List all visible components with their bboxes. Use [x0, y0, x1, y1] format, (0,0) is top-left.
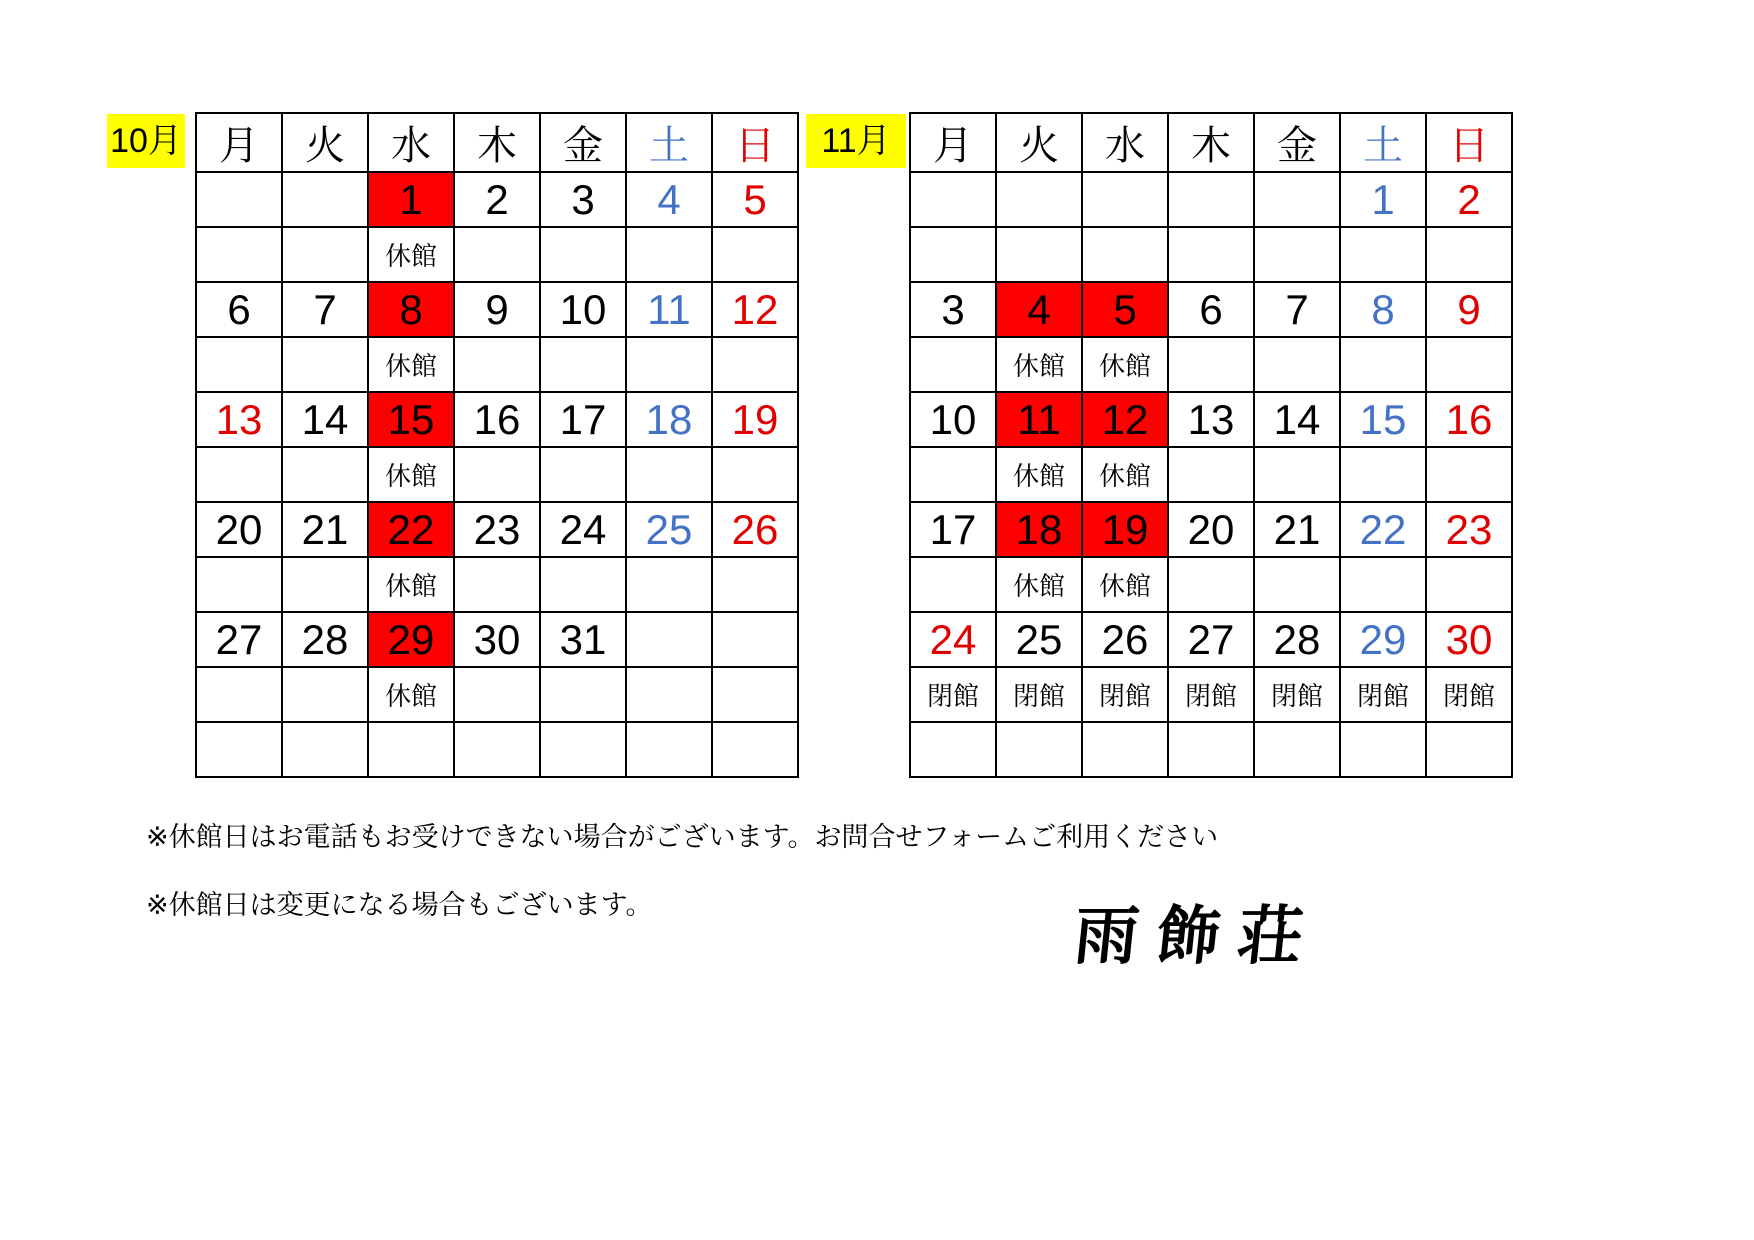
day-cell-closed: 8 — [368, 282, 454, 337]
day-row — [910, 282, 1512, 337]
status-cell: 休館 — [1082, 447, 1168, 502]
status-cell — [1426, 447, 1512, 502]
status-cell — [1254, 227, 1340, 282]
day-cell — [1168, 172, 1254, 227]
day-cell: 20 — [196, 502, 282, 557]
day-cell: 19 — [712, 392, 798, 447]
status-cell: 閉館 — [1340, 667, 1426, 722]
day-cell: 26 — [712, 502, 798, 557]
status-cell — [910, 337, 996, 392]
note-phone: ※休館日はお電話もお受けできない場合がございます。お問合せフォームご利用ください — [146, 822, 1219, 853]
day-cell: 13 — [196, 392, 282, 447]
day-cell: 2 — [454, 172, 540, 227]
status-cell — [1340, 447, 1426, 502]
day-cell: 25 — [626, 502, 712, 557]
day-cell — [196, 172, 282, 227]
status-row — [910, 557, 1512, 612]
status-cell: 休館 — [996, 337, 1082, 392]
weekday-header: 土 — [626, 113, 712, 172]
day-cell — [1082, 172, 1168, 227]
weekday-header: 水 — [1082, 113, 1168, 172]
weekday-header: 日 — [1426, 113, 1512, 172]
empty-cell — [1340, 722, 1426, 777]
status-cell: 休館 — [368, 447, 454, 502]
calendar-october — [195, 112, 799, 778]
empty-cell — [1426, 722, 1512, 777]
status-cell: 閉館 — [996, 667, 1082, 722]
day-cell: 9 — [454, 282, 540, 337]
day-cell: 27 — [1168, 612, 1254, 667]
status-cell — [540, 557, 626, 612]
empty-row — [196, 722, 798, 777]
status-cell: 休館 — [368, 337, 454, 392]
day-cell: 8 — [1340, 282, 1426, 337]
day-cell: 2 — [1426, 172, 1512, 227]
weekday-header: 金 — [540, 113, 626, 172]
logo: 雨飾荘 — [1070, 899, 1325, 974]
day-cell: 4 — [626, 172, 712, 227]
day-cell: 21 — [1254, 502, 1340, 557]
calendar-november — [909, 112, 1513, 778]
status-cell — [282, 447, 368, 502]
status-cell — [1082, 227, 1168, 282]
day-row — [196, 392, 798, 447]
status-cell — [454, 227, 540, 282]
note-change: ※休館日は変更になる場合もございます。 — [146, 890, 653, 921]
day-cell: 6 — [196, 282, 282, 337]
day-cell: 18 — [626, 392, 712, 447]
weekday-header: 日 — [712, 113, 798, 172]
status-cell: 閉館 — [910, 667, 996, 722]
status-cell — [1168, 557, 1254, 612]
status-cell: 休館 — [1082, 337, 1168, 392]
day-row — [910, 172, 1512, 227]
status-cell: 休館 — [996, 447, 1082, 502]
status-cell — [712, 447, 798, 502]
status-cell — [1426, 227, 1512, 282]
status-cell: 休館 — [368, 557, 454, 612]
day-cell: 28 — [282, 612, 368, 667]
day-cell: 29 — [1340, 612, 1426, 667]
weekday-header: 土 — [1340, 113, 1426, 172]
status-cell: 閉館 — [1168, 667, 1254, 722]
status-cell — [1340, 337, 1426, 392]
day-cell-closed: 1 — [368, 172, 454, 227]
day-cell: 21 — [282, 502, 368, 557]
status-cell — [282, 337, 368, 392]
day-cell: 1 — [1340, 172, 1426, 227]
empty-cell — [626, 722, 712, 777]
day-cell: 28 — [1254, 612, 1340, 667]
status-cell — [196, 447, 282, 502]
status-row — [196, 557, 798, 612]
day-cell: 25 — [996, 612, 1082, 667]
status-row — [910, 227, 1512, 282]
weekday-header: 火 — [996, 113, 1082, 172]
day-cell-closed: 11 — [996, 392, 1082, 447]
day-cell — [996, 172, 1082, 227]
day-cell: 22 — [1340, 502, 1426, 557]
day-row — [196, 502, 798, 557]
weekday-header: 月 — [910, 113, 996, 172]
empty-cell — [540, 722, 626, 777]
day-cell-closed: 18 — [996, 502, 1082, 557]
day-cell: 16 — [454, 392, 540, 447]
day-cell: 7 — [1254, 282, 1340, 337]
status-cell — [196, 667, 282, 722]
status-cell — [712, 667, 798, 722]
day-cell: 11 — [626, 282, 712, 337]
status-cell — [1254, 447, 1340, 502]
day-cell — [282, 172, 368, 227]
status-cell: 閉館 — [1082, 667, 1168, 722]
status-cell — [282, 557, 368, 612]
day-cell — [626, 612, 712, 667]
day-row — [910, 502, 1512, 557]
empty-cell — [454, 722, 540, 777]
status-cell — [1254, 337, 1340, 392]
status-cell — [712, 227, 798, 282]
day-cell-closed: 29 — [368, 612, 454, 667]
status-cell — [712, 337, 798, 392]
day-cell: 5 — [712, 172, 798, 227]
status-cell: 休館 — [996, 557, 1082, 612]
month-label-nov: 11月 — [806, 114, 906, 168]
empty-cell — [196, 722, 282, 777]
status-cell — [454, 337, 540, 392]
status-row — [196, 447, 798, 502]
day-cell: 27 — [196, 612, 282, 667]
status-cell — [1426, 557, 1512, 612]
status-row — [910, 337, 1512, 392]
day-cell: 10 — [540, 282, 626, 337]
day-cell: 7 — [282, 282, 368, 337]
status-cell — [196, 557, 282, 612]
day-cell: 15 — [1340, 392, 1426, 447]
day-row — [910, 612, 1512, 667]
status-cell — [996, 227, 1082, 282]
weekday-header: 水 — [368, 113, 454, 172]
empty-cell — [1168, 722, 1254, 777]
day-cell-closed: 19 — [1082, 502, 1168, 557]
day-cell: 3 — [540, 172, 626, 227]
status-row — [910, 667, 1512, 722]
status-cell — [712, 557, 798, 612]
day-row — [910, 392, 1512, 447]
status-row — [910, 447, 1512, 502]
status-cell — [626, 667, 712, 722]
day-cell: 3 — [910, 282, 996, 337]
day-cell: 10 — [910, 392, 996, 447]
day-cell-closed: 22 — [368, 502, 454, 557]
day-cell-closed: 5 — [1082, 282, 1168, 337]
day-row — [196, 282, 798, 337]
status-cell — [540, 667, 626, 722]
status-cell — [910, 557, 996, 612]
status-cell — [454, 667, 540, 722]
weekday-header-row — [910, 113, 1512, 172]
status-cell — [1168, 447, 1254, 502]
empty-cell — [1082, 722, 1168, 777]
day-cell: 16 — [1426, 392, 1512, 447]
empty-cell — [996, 722, 1082, 777]
status-cell — [540, 227, 626, 282]
status-cell — [626, 227, 712, 282]
day-cell: 20 — [1168, 502, 1254, 557]
status-cell: 閉館 — [1426, 667, 1512, 722]
weekday-header: 木 — [1168, 113, 1254, 172]
day-cell: 30 — [1426, 612, 1512, 667]
status-cell — [454, 557, 540, 612]
day-row — [196, 172, 798, 227]
status-cell — [540, 337, 626, 392]
status-cell — [282, 227, 368, 282]
day-cell: 17 — [910, 502, 996, 557]
day-cell: 23 — [1426, 502, 1512, 557]
day-cell — [910, 172, 996, 227]
empty-row — [910, 722, 1512, 777]
weekday-header: 木 — [454, 113, 540, 172]
empty-cell — [282, 722, 368, 777]
status-row — [196, 667, 798, 722]
status-cell — [910, 227, 996, 282]
status-cell — [910, 447, 996, 502]
status-cell — [196, 337, 282, 392]
day-cell-closed: 12 — [1082, 392, 1168, 447]
day-cell: 9 — [1426, 282, 1512, 337]
day-cell: 17 — [540, 392, 626, 447]
status-cell — [1254, 557, 1340, 612]
status-row — [196, 337, 798, 392]
day-cell: 23 — [454, 502, 540, 557]
day-cell: 13 — [1168, 392, 1254, 447]
day-cell — [712, 612, 798, 667]
status-cell — [626, 337, 712, 392]
day-cell: 30 — [454, 612, 540, 667]
status-cell — [1426, 337, 1512, 392]
empty-cell — [712, 722, 798, 777]
day-cell: 12 — [712, 282, 798, 337]
status-cell — [454, 447, 540, 502]
day-cell: 6 — [1168, 282, 1254, 337]
day-cell: 24 — [910, 612, 996, 667]
day-cell: 31 — [540, 612, 626, 667]
day-cell — [1254, 172, 1340, 227]
day-cell-closed: 15 — [368, 392, 454, 447]
empty-cell — [368, 722, 454, 777]
day-row — [196, 612, 798, 667]
month-label-oct: 10月 — [107, 114, 185, 168]
status-cell — [196, 227, 282, 282]
weekday-header: 月 — [196, 113, 282, 172]
day-cell: 24 — [540, 502, 626, 557]
status-cell: 休館 — [1082, 557, 1168, 612]
status-row — [196, 227, 798, 282]
day-cell: 14 — [282, 392, 368, 447]
status-cell: 閉館 — [1254, 667, 1340, 722]
day-cell-closed: 4 — [996, 282, 1082, 337]
status-cell: 休館 — [368, 227, 454, 282]
empty-cell — [1254, 722, 1340, 777]
status-cell — [540, 447, 626, 502]
empty-cell — [910, 722, 996, 777]
status-cell — [1168, 337, 1254, 392]
status-cell — [1340, 227, 1426, 282]
weekday-header-row — [196, 113, 798, 172]
weekday-header: 金 — [1254, 113, 1340, 172]
status-cell: 休館 — [368, 667, 454, 722]
weekday-header: 火 — [282, 113, 368, 172]
day-cell: 26 — [1082, 612, 1168, 667]
day-cell: 14 — [1254, 392, 1340, 447]
status-cell — [626, 447, 712, 502]
status-cell — [626, 557, 712, 612]
status-cell — [282, 667, 368, 722]
status-cell — [1168, 227, 1254, 282]
status-cell — [1340, 557, 1426, 612]
